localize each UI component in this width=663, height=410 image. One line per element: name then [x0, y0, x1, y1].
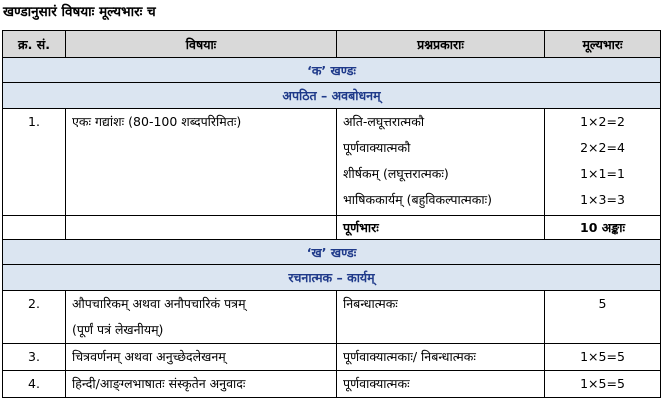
- section-b-title: ‘ख’ खण्डः: [3, 240, 661, 265]
- row1-type-1: अति-लघूत्तरात्मकौ: [343, 114, 425, 129]
- row1-type-4: भाषिककार्यम् (बहुविकल्पात्मकाः): [343, 192, 492, 207]
- table-row: [3, 344, 661, 371]
- row4-marks: 1×5=5: [545, 371, 661, 398]
- total-empty-1: [3, 216, 66, 240]
- row3-type: पूर्णवाक्यात्मकाः/ निबन्धात्मकः: [337, 344, 545, 371]
- section-b-subtitle-row: [3, 265, 661, 291]
- table-row: [3, 371, 661, 398]
- row1-mark-4: 1×3=3: [580, 192, 625, 207]
- row1-marks: [545, 109, 661, 216]
- table-header-row: [3, 31, 661, 58]
- total-empty-2: [66, 216, 337, 240]
- row1-types: [337, 109, 545, 216]
- row2-marks: 5: [545, 291, 661, 344]
- header-marks: मूल्यभारः: [545, 31, 661, 58]
- row1-type-3: शीर्षकम् (लघूत्तरात्मकः): [343, 166, 449, 181]
- section-a-title-row: [3, 58, 661, 83]
- row3-serial: 3.: [3, 344, 66, 371]
- table-row: [3, 109, 661, 216]
- section-a-title: ‘क’ खण्डः: [3, 58, 661, 83]
- row4-serial: 4.: [3, 371, 66, 398]
- row2-serial: 2.: [3, 291, 66, 344]
- row4-type: पूर्णवाक्यात्मकः: [337, 371, 545, 398]
- row2-subject-line-1: औपचारिकम् अथवा अनौपचारिकं पत्रम्: [72, 296, 246, 311]
- header-serial: क्र. सं.: [3, 31, 66, 58]
- section-a-subtitle-row: [3, 83, 661, 109]
- total-label: पूर्णभारः: [337, 216, 545, 240]
- row1-serial: 1.: [3, 109, 66, 216]
- marks-table: [2, 30, 661, 398]
- row2-subject-line-2: (पूर्णं पत्रं लेखनीयम्): [72, 322, 164, 337]
- page-heading: खण्डानुसारं विषयाः मूल्यभारः च: [3, 4, 156, 20]
- header-subject: विषयाः: [66, 31, 337, 58]
- section-b-subtitle: रचनात्मक – कार्यम्: [3, 265, 661, 291]
- row3-marks: 1×5=5: [545, 344, 661, 371]
- row1-subject: एकः गद्यांशः (80-100 शब्दपरिमितः): [66, 109, 337, 216]
- row1-mark-3: 1×1=1: [580, 166, 625, 181]
- header-question-type: प्रश्नप्रकाराः: [337, 31, 545, 58]
- row4-subject: हिन्दी/आङ्ग्लभाषातः संस्कृतेन अनुवादः: [66, 371, 337, 398]
- row1-mark-2: 2×2=4: [580, 140, 625, 155]
- row3-subject: चित्रवर्णनम् अथवा अनुच्छेदलेखनम्: [66, 344, 337, 371]
- section-a-total-row: [3, 216, 661, 240]
- total-value: 10 अङ्काः: [545, 216, 661, 240]
- row2-subject: [66, 291, 337, 344]
- section-a-subtitle: अपठित – अवबोधनम्: [3, 83, 661, 109]
- row1-mark-1: 1×2=2: [580, 114, 625, 129]
- row2-type: निबन्धात्मकः: [337, 291, 545, 344]
- table-row: [3, 291, 661, 344]
- section-b-title-row: [3, 240, 661, 265]
- row1-type-2: पूर्णवाक्यात्मकौ: [343, 140, 411, 155]
